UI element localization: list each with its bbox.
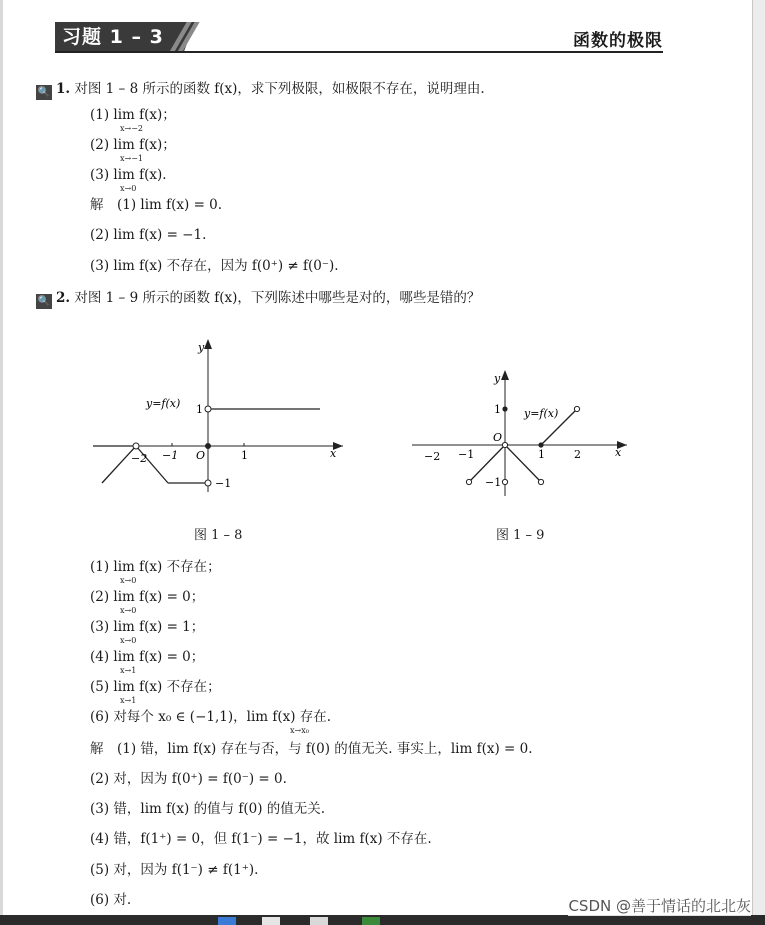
function-label: y=f(x): [146, 397, 181, 410]
q2-item-3: (3) lim f(x) = 1；: [90, 619, 205, 635]
y-tick-label: −1: [215, 477, 232, 490]
figure-caption: 图 1 – 8: [194, 528, 243, 543]
limit-subscript: x→1: [120, 666, 137, 675]
y-axis-label: y: [494, 372, 501, 385]
y-tick-label: 1: [494, 403, 501, 416]
section-title: 函数的极限: [573, 31, 663, 51]
q2-item-1: (1) lim f(x) 不存在；: [90, 559, 221, 575]
tick-label: −2: [424, 450, 441, 463]
q2-answer-3: (3) 错，lim f(x) 的值与 f(0) 的值无关.: [90, 801, 326, 817]
open-point: [466, 479, 471, 484]
question-text: 对图 1 – 8 所示的函数 f(x)，求下列极限，如极限不存在，说明理由.: [74, 81, 485, 97]
q2-answer-1: 解 (1) 错，lim f(x) 存在与否，与 f(0) 的值无关. 事实上，lim f(x) = 0.: [90, 741, 533, 757]
q2-answer-4: (4) 错，f(1⁺) = 0，但 f(1⁻) = −1，故 lim f(x) 不存在.: [90, 831, 432, 847]
open-point: [502, 442, 507, 447]
question-1: [36, 80, 485, 100]
limit-subscript: x→0: [120, 636, 137, 645]
y-axis-arrow: [501, 370, 509, 380]
origin-label: O: [196, 449, 206, 462]
limit-subscript: x→1: [120, 696, 137, 705]
q1-answer-3: (3) lim f(x) 不存在，因为 f(0⁺) ≠ f(0⁻).: [90, 258, 339, 274]
header-rule: [55, 51, 663, 53]
figure-1-9: [410, 368, 630, 498]
open-point: [133, 443, 139, 449]
q2-answer-2: (2) 对，因为 f(0⁺) = f(0⁻) = 0.: [90, 771, 287, 787]
y-axis-label: y: [198, 341, 205, 354]
limit-subscript: x→0: [120, 606, 137, 615]
limit-subscript: x→0: [120, 576, 137, 585]
tick-label: 2: [574, 448, 581, 461]
page-left-edge: [0, 0, 3, 925]
y-tick-label: 1: [196, 403, 203, 416]
figure-1-8: [88, 337, 348, 497]
q2-answer-6: (6) 对.: [90, 892, 132, 908]
question-number: 1.: [56, 81, 71, 97]
question-2: [36, 289, 480, 309]
closed-point: [538, 442, 543, 447]
scrollbar[interactable]: [753, 0, 765, 925]
question-number: 2.: [56, 290, 71, 306]
watermark: CSDN @善于情话的北北灰: [568, 897, 751, 915]
open-point: [205, 406, 211, 412]
y-axis-arrow: [204, 339, 212, 349]
q2-answer-5: (5) 对，因为 f(1⁻) ≠ f(1⁺).: [90, 862, 259, 878]
q2-item-4: (4) lim f(x) = 0；: [90, 649, 205, 665]
magnifier-icon: 🔍: [37, 296, 51, 307]
x-axis-label: x: [330, 447, 337, 460]
limit-subscript: x→−1: [120, 154, 144, 163]
x-axis-label: x: [615, 446, 622, 459]
taskbar: [0, 915, 765, 925]
limit-subscript: x→x₀: [290, 726, 309, 735]
origin-label: O: [493, 431, 503, 444]
taskbar-app-icon[interactable]: [362, 917, 380, 925]
exercise-label: 习题 1 – 3: [62, 26, 164, 48]
q2-item-6: (6) 对每个 x₀ ∈ (−1,1)，lim f(x) 存在.: [90, 709, 332, 725]
function-label: y=f(x): [524, 407, 559, 420]
tick-label: −1: [162, 449, 179, 462]
q1-item-1: (1) lim f(x)；: [90, 107, 176, 123]
tick-label: −1: [458, 448, 475, 461]
y-tick-label: −1: [485, 476, 502, 489]
open-point: [205, 480, 211, 486]
taskbar-app-icon[interactable]: [310, 917, 328, 925]
taskbar-app-icon[interactable]: [218, 917, 236, 925]
tick-label: −2: [131, 452, 148, 465]
closed-point: [502, 406, 507, 411]
open-point: [502, 479, 507, 484]
limit-subscript: x→0: [120, 184, 137, 193]
page-right-edge: [752, 0, 753, 925]
limit-subscript: x→−2: [120, 124, 144, 133]
question-text: 对图 1 – 9 所示的函数 f(x)，下列陈述中哪些是对的，哪些是错的？: [74, 290, 481, 306]
figure-caption: 图 1 – 9: [496, 528, 545, 543]
q2-item-5: (5) lim f(x) 不存在；: [90, 679, 221, 695]
q2-item-2: (2) lim f(x) = 0；: [90, 589, 205, 605]
q1-item-2: (2) lim f(x)；: [90, 137, 176, 153]
q1-item-3: (3) lim f(x).: [90, 167, 167, 183]
q1-answer-2: (2) lim f(x) = −1.: [90, 227, 207, 243]
taskbar-app-icon[interactable]: [262, 917, 280, 925]
tick-label: 1: [538, 448, 545, 461]
tick-label: 1: [241, 449, 248, 462]
magnifier-icon: 🔍: [37, 87, 51, 98]
q1-answer-1: 解 (1) lim f(x) = 0.: [90, 197, 223, 213]
open-point: [574, 406, 579, 411]
closed-point: [205, 443, 211, 449]
graph-segment: [505, 445, 541, 482]
open-point: [538, 479, 543, 484]
